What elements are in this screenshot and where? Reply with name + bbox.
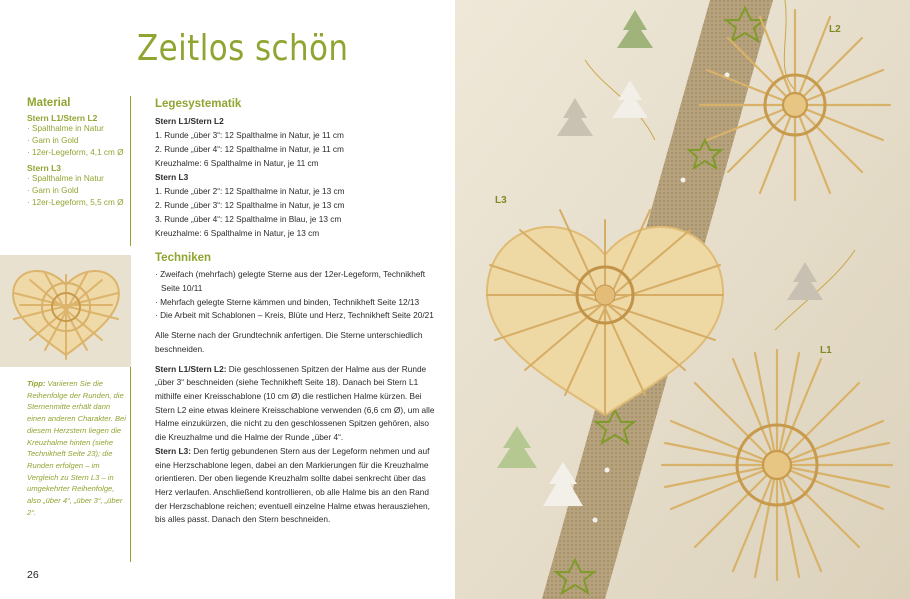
material-item: · Garn in Gold xyxy=(27,186,79,195)
photo-illustration xyxy=(455,0,910,599)
photo-label-l2: L2 xyxy=(829,24,841,35)
body-paragraph xyxy=(155,363,437,445)
techniken-item: · Mehrfach gelegte Sterne kämmen und binden, Technikheft Seite 12/13 xyxy=(155,296,420,307)
material-item: · Spalthalme in Natur xyxy=(27,124,104,133)
paragraph-text: Den fertig gebundenen Stern aus der Legeform nehmen und auf eine Herzschablone legen, dabei an den Markierungen für die Kreuzhalme orientieren. Der oben liegende Kreuzhalm sollte dabei senkrecht über das Herz verlaufen. Anschließend kontrollieren, ob alle Halme bis an den Rand der Herzschablone reichen; eventuell einzelne Halme etwas herausziehen, bis alles passt. Danach den Stern beschneiden. xyxy=(155,445,430,525)
legesystematik-line: 1. Runde „über 2“: 12 Spalthalme in Natur, je 13 cm xyxy=(155,186,345,196)
techniken-item: · Zweifach (mehrfach) gelegte Sterne aus der 12er-Legeform, Technikheft Seite 10/11 xyxy=(155,269,426,293)
legesystematik-line: 2. Runde „über 3“: 12 Spalthalme in Natur, je 13 cm xyxy=(155,200,345,210)
straw-stars-photo xyxy=(455,0,910,599)
legesystematik-line: Kreuzhalme: 6 Spalthalme in Natur, je 11 cm xyxy=(155,158,319,168)
techniken-item: · Die Arbeit mit Schablonen – Kreis, Blüte und Herz, Technikheft Seite 20/21 xyxy=(155,310,434,321)
page-title: Zeitlos schön xyxy=(137,28,349,69)
tip-text: Variieren Sie die Reihenfolge der Runden, die Sternenmitte erhält dann einen anderen Charakter. Bei diesem Herzstern liegen die Kreuzhalme hinten (siehe Technikheft Seite 23); die Runden erfolgen – im Vergleich zu Stern L3 – in umgekehrter Reihenfolge, also „über 4“, „über 3“, „über 2“. xyxy=(27,379,126,517)
legesystematik-subtitle: Stern L3 xyxy=(155,172,189,182)
paragraph-label: Stern L3: xyxy=(155,445,191,456)
photo-label-l1: L1 xyxy=(820,345,832,356)
heart-star-thumbnail-illustration xyxy=(0,255,131,367)
legesystematik-subtitle: Stern L1/Stern L2 xyxy=(155,116,224,126)
techniken-heading: Techniken xyxy=(155,252,212,264)
legesystematik-line: 1. Runde „über 3“: 12 Spalthalme in Natur, je 11 cm xyxy=(155,130,344,140)
body-paragraph: Alle Sterne nach der Grundtechnik anfertigen. Die Sterne unterschiedlich beschneiden. xyxy=(155,330,423,354)
material-item: · Spalthalme in Natur xyxy=(27,174,104,183)
paragraph-label: Stern L1/Stern L2: xyxy=(155,363,227,374)
divider-line xyxy=(130,96,131,246)
photo-label-l3: L3 xyxy=(495,195,507,206)
material-heading: Material xyxy=(27,97,71,109)
body-paragraph xyxy=(155,445,437,527)
legesystematik-heading: Legesystematik xyxy=(155,98,242,110)
star-l2 xyxy=(700,10,890,200)
material-group-title: Stern L1/Stern L2 xyxy=(27,113,98,123)
material-section xyxy=(27,97,127,209)
heart-star-thumbnail xyxy=(0,255,131,367)
material-item: · 12er-Legeform, 5,5 cm Ø xyxy=(27,198,124,207)
left-page xyxy=(0,0,452,599)
material-group-title: Stern L3 xyxy=(27,163,62,173)
page-number: 26 xyxy=(27,569,39,581)
tip-box xyxy=(27,378,127,518)
material-item: · 12er-Legeform, 4,1 cm Ø xyxy=(27,148,124,157)
legesystematik-line: Kreuzhalme: 6 Spalthalme in Natur, je 13 cm xyxy=(155,228,320,238)
divider-line xyxy=(130,367,131,562)
material-item: · Garn in Gold xyxy=(27,136,79,145)
legesystematik-line: 2. Runde „über 4“: 12 Spalthalme in Natur, je 11 cm xyxy=(155,144,344,154)
main-content xyxy=(155,97,437,527)
star-l1 xyxy=(662,350,892,580)
tip-label: Tipp: xyxy=(27,379,46,388)
legesystematik-line: 3. Runde „über 4“: 12 Spalthalme in Blau, je 13 cm xyxy=(155,214,342,224)
paragraph-text: Die geschlossenen Spitzen der Halme aus der Runde „über 3“ beschneiden (siehe Technikheft Seite 18). Danach bei Stern L1 mithilfe einer Kreisschablone (10 cm Ø) die restlichen Halme kürzen. Bei Stern L2 eine etwas kleinere Kreisschablone verwenden (6,6 cm Ø), um alle Halme einzukürzen, die nicht zu den geschlossenen Spitzen gehören, also die Kreuzhalme und die Halme der Runde „über 4“. xyxy=(155,363,435,443)
